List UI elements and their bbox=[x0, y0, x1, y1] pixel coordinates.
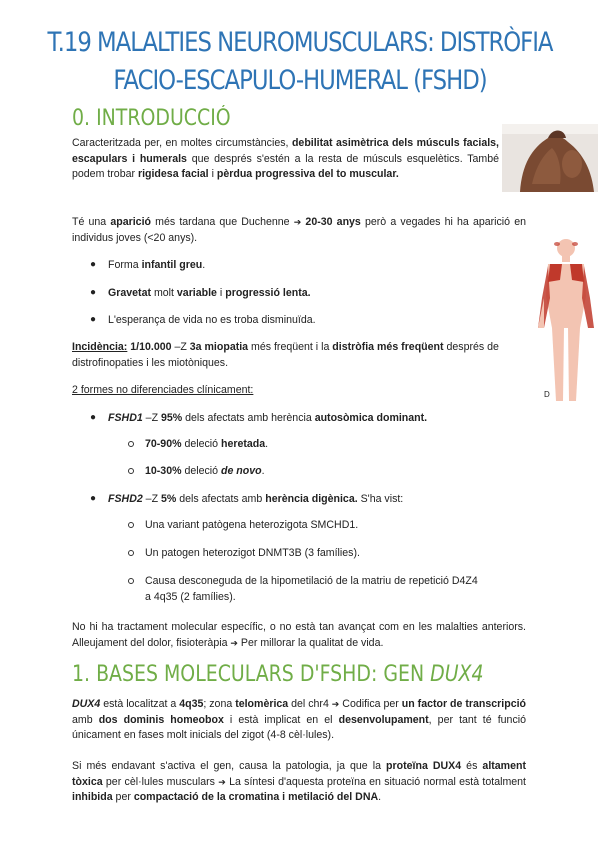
sub-bullet-circle-icon bbox=[128, 550, 134, 556]
arrow-icon: ➔ bbox=[331, 699, 340, 709]
sub-bullet-circle-icon bbox=[128, 522, 134, 528]
sub-bullet-circle-icon bbox=[128, 441, 134, 447]
bullet-fshd2: FSHD2 –Z 5% dels afectats amb herència digènica. S'ha vist: bbox=[108, 493, 404, 505]
sub-bullet-heretada: 70-90% deleció heretada. bbox=[145, 438, 269, 450]
arrow-icon: ➔ bbox=[293, 217, 302, 227]
section-heading-bases-moleculars: 1. BASES MOLECULARS D'FSHD: GEN DUX4 bbox=[72, 662, 484, 687]
treatment-paragraph: No hi ha tractament molecular específic, o no està tan avançat com en les malalties anteriors. Alleujament del dolor, fisioteràpia ➔ Per millorar la qualitat de vida. bbox=[72, 621, 526, 649]
sub-bullet-d4z4: Causa desconeguda de la hipometilació de la matriu de repetició D4Z4 a 4q35 (2 famílies). bbox=[145, 575, 478, 603]
forms-label: 2 formes no diferenciades clínicament: bbox=[72, 384, 254, 396]
title-line-1: T.19 MALALTIES NEUROMUSCULARS: DISTRÒFIA bbox=[47, 27, 553, 58]
bullet-infantil: Forma infantil greu. bbox=[108, 259, 206, 271]
sub-bullet-dnmt3b: Un patogen heterozigot DNMT3B (3 famílies). bbox=[145, 547, 360, 559]
bullet-esperanca: L'esperança de vida no es troba disminuïda. bbox=[108, 314, 316, 326]
muscle-body-figure bbox=[534, 236, 598, 406]
sub-bullet-smchd1: Una variant patògena heterozigota SMCHD1. bbox=[145, 519, 359, 531]
incidence-paragraph: Incidència: 1/10.000 –Z 3a miopatia més freqüent i la distròfia més freqüent després de distrofinopaties i les miotòniques. bbox=[72, 341, 499, 369]
bullet-dot-icon: ● bbox=[90, 259, 97, 270]
figure-label: D bbox=[544, 390, 550, 399]
bullet-dot-icon: ● bbox=[90, 287, 97, 298]
patient-back-photo bbox=[502, 124, 598, 192]
sub-bullet-de-novo: 10-30% deleció de novo. bbox=[145, 465, 265, 477]
intro-paragraph: Caracteritzada per, en moltes circumstàncies, debilitat asimètrica dels músculs facials, escapulars i humerals que després s'estén a la resta de músculs esquelètics. També podem trobar rigidesa facial i pèrdua progressiva del to muscular. bbox=[72, 137, 500, 180]
sub-bullet-circle-icon bbox=[128, 468, 134, 474]
bullet-gravetat: Gravetat molt variable i progressió lenta. bbox=[108, 287, 311, 299]
bullet-dot-icon: ● bbox=[90, 493, 97, 504]
title-line-2: FACIO-ESCAPULO-HUMERAL (FSHD) bbox=[113, 65, 487, 96]
sub-bullet-circle-icon bbox=[128, 578, 134, 584]
bullet-dot-icon: ● bbox=[90, 412, 97, 423]
onset-paragraph: Té una aparició més tardana que Duchenne ➔ 20-30 anys però a vegades hi ha aparició en individus joves (<20 anys). bbox=[72, 216, 526, 244]
section-heading-introduccio: 0. INTRODUCCIÓ bbox=[72, 106, 231, 131]
bullet-dot-icon: ● bbox=[90, 314, 97, 325]
toxicity-paragraph: Si més endavant s'activa el gen, causa la patologia, ja que la proteïna DUX4 és altament tòxica per cèl·lules musculars ➔ La síntesi d'aquesta proteïna en situació normal està totalment inhibida per compactació de la cromatina i metilació del DNA. bbox=[72, 760, 527, 803]
bullet-fshd1: FSHD1 –Z 95% dels afectats amb herència autosòmica dominant. bbox=[108, 412, 428, 424]
arrow-icon: ➔ bbox=[218, 776, 226, 787]
dux4-paragraph: DUX4 està localitzat a 4q35; zona telomèrica del chr4 ➔ Codifica per un factor de transcripció amb dos dominis homeobox i està implicat en el desenvolupament, per tant té funció únicament en fases molt inicials del zigot (4-8 cèl·lules). bbox=[72, 698, 527, 741]
page-title bbox=[42, 24, 558, 100]
arrow-icon: ➔ bbox=[230, 637, 238, 648]
